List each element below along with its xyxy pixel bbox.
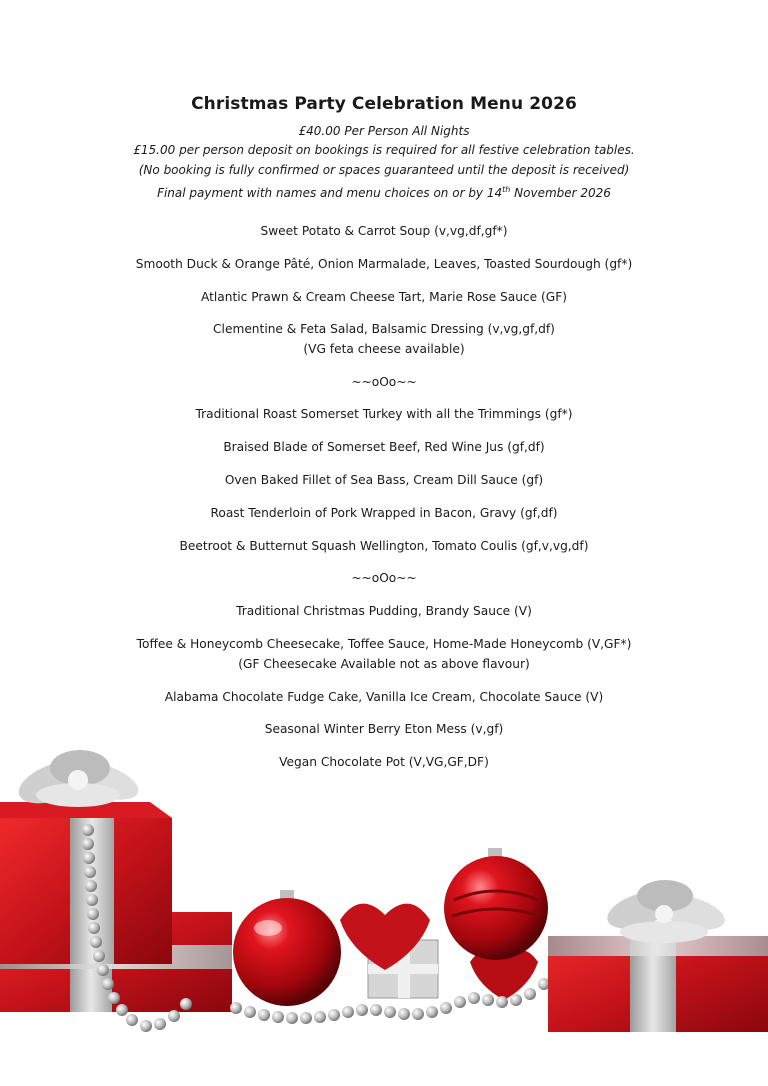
starter-note: (VG feta cheese available) (303, 342, 465, 356)
gift-box-icon (548, 936, 768, 1032)
menu-title: Christmas Party Celebration Menu 2026 (191, 94, 577, 114)
starter-item: Sweet Potato & Carrot Soup (v,vg,df,gf*) (260, 224, 508, 238)
red-bauble-icon (233, 890, 341, 1006)
dessert-item: Toffee & Honeycomb Cheesecake, Toffee Sauce, Home-Made Honeycomb (V,GF*) (136, 637, 632, 651)
dessert-item: Traditional Christmas Pudding, Brandy Sauce (V) (236, 604, 532, 618)
starter-item: Atlantic Prawn & Cream Cheese Tart, Marie Rose Sauce (GF) (201, 290, 567, 304)
section-divider: ~~oOo~~ (351, 571, 417, 585)
deposit-line: £15.00 per person deposit on bookings is required for all festive celebration tables. (133, 143, 635, 158)
booking-note: (No booking is fully confirmed or spaces guaranteed until the deposit is received) (138, 162, 630, 177)
dessert-note: (GF Cheesecake Available not as above flavour) (238, 657, 530, 671)
menu-intro (0, 122, 768, 204)
final-payment-line: Final payment with names and menu choices on or by 14th November 2026 (157, 185, 611, 201)
red-bauble-icon (444, 848, 548, 960)
silver-bow-icon (603, 880, 729, 943)
main-item: Oven Baked Fillet of Sea Bass, Cream Dill Sauce (gf) (224, 473, 544, 487)
christmas-decoration-illustration (0, 740, 768, 1086)
main-item: Traditional Roast Somerset Turkey with all the Trimmings (gf*) (195, 407, 573, 421)
dessert-item: Seasonal Winter Berry Eton Mess (v,gf) (264, 722, 504, 736)
dessert-item: Alabama Chocolate Fudge Cake, Vanilla Ice Cream, Chocolate Sauce (V) (164, 690, 604, 704)
section-divider: ~~oOo~~ (351, 375, 417, 389)
main-item: Braised Blade of Somerset Beef, Red Wine Jus (gf,df) (223, 440, 545, 454)
dessert-item: Vegan Chocolate Pot (V,VG,GF,DF) (279, 755, 489, 769)
main-item: Beetroot & Butternut Squash Wellington, Tomato Coulis (gf,v,vg,df) (179, 539, 589, 553)
main-item: Roast Tenderloin of Pork Wrapped in Bacon, Gravy (gf,df) (210, 506, 558, 520)
starter-item: Smooth Duck & Orange Pâté, Onion Marmalade, Leaves, Toasted Sourdough (gf*) (135, 257, 633, 271)
starter-item: Clementine & Feta Salad, Balsamic Dressing (v,vg,gf,df) (213, 322, 555, 336)
price-line: £40.00 Per Person All Nights (298, 124, 470, 138)
